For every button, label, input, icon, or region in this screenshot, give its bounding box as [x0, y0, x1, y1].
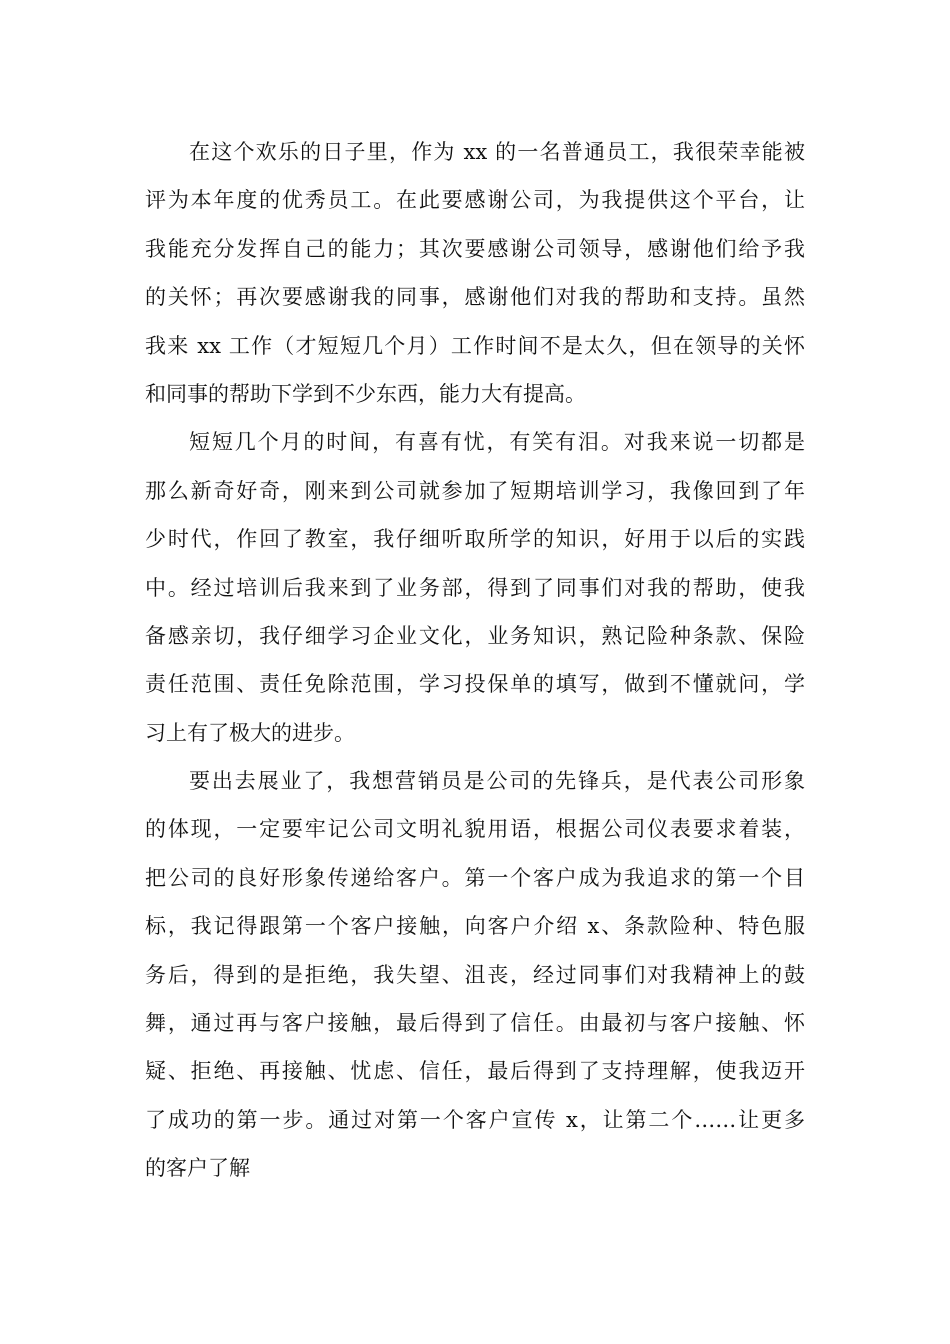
text-line: 评为本年度的优秀员工。在此要感谢公司，为我提供这个平台，让 [145, 188, 805, 213]
text-line: 的关怀；再次要感谢我的同事，感谢他们对我的帮助和支持。虽然 [145, 285, 805, 310]
paragraph-1 [145, 128, 805, 418]
text-line: 的体现，一定要牢记公司文明礼貌用语，根据公司仪表要求着装， [145, 817, 805, 842]
text-line: 把公司的良好形象传递给客户。第一个客户成为我追求的第一个目 [145, 865, 805, 890]
text-line: 标，我记得跟第一个客户接触，向客户介绍 x、条款险种、特色服 [145, 914, 805, 939]
text-line: 务后，得到的是拒绝，我失望、沮丧，经过同事们对我精神上的鼓 [145, 962, 805, 987]
document-body [145, 128, 805, 1193]
text-line: 我来 xx 工作（才短短几个月）工作时间不是太久，但在领导的关怀 [145, 333, 805, 358]
text-line: 中。经过培训后我来到了业务部，得到了同事们对我的帮助，使我 [145, 575, 805, 600]
text-line: 舞，通过再与客户接触，最后得到了信任。由最初与客户接触、怀 [145, 1011, 805, 1036]
paragraph-3 [145, 757, 805, 1193]
text-line: 在这个欢乐的日子里，作为 xx 的一名普通员工，我很荣幸能被 [189, 140, 805, 164]
text-line: 少时代，作回了教室，我仔细听取所学的知识，好用于以后的实践 [145, 527, 805, 552]
paragraph-2 [145, 418, 805, 757]
text-line: 疑、拒绝、再接触、忧虑、信任，最后得到了支持理解，使我迈开 [145, 1059, 805, 1084]
text-line: 和同事的帮助下学到不少东西，能力大有提高。 [145, 381, 586, 406]
text-line: 的客户了解 [145, 1156, 250, 1181]
text-line: 我能充分发挥自己的能力；其次要感谢公司领导，感谢他们给予我 [145, 236, 805, 261]
text-line: 责任范围、责任免除范围，学习投保单的填写，做到不懂就问，学 [145, 672, 805, 697]
text-line: 习上有了极大的进步。 [145, 720, 355, 745]
text-line: 了成功的第一步。通过对第一个客户宣传 x，让第二个……让更多 [145, 1107, 805, 1132]
text-line: 要出去展业了，我想营销员是公司的先锋兵，是代表公司形象 [189, 769, 805, 794]
text-line: 那么新奇好奇，刚来到公司就参加了短期培训学习，我像回到了年 [145, 478, 805, 503]
text-line: 备感亲切，我仔细学习企业文化，业务知识，熟记险种条款、保险 [145, 623, 805, 648]
text-line: 短短几个月的时间，有喜有忧，有笑有泪。对我来说一切都是 [189, 430, 805, 455]
